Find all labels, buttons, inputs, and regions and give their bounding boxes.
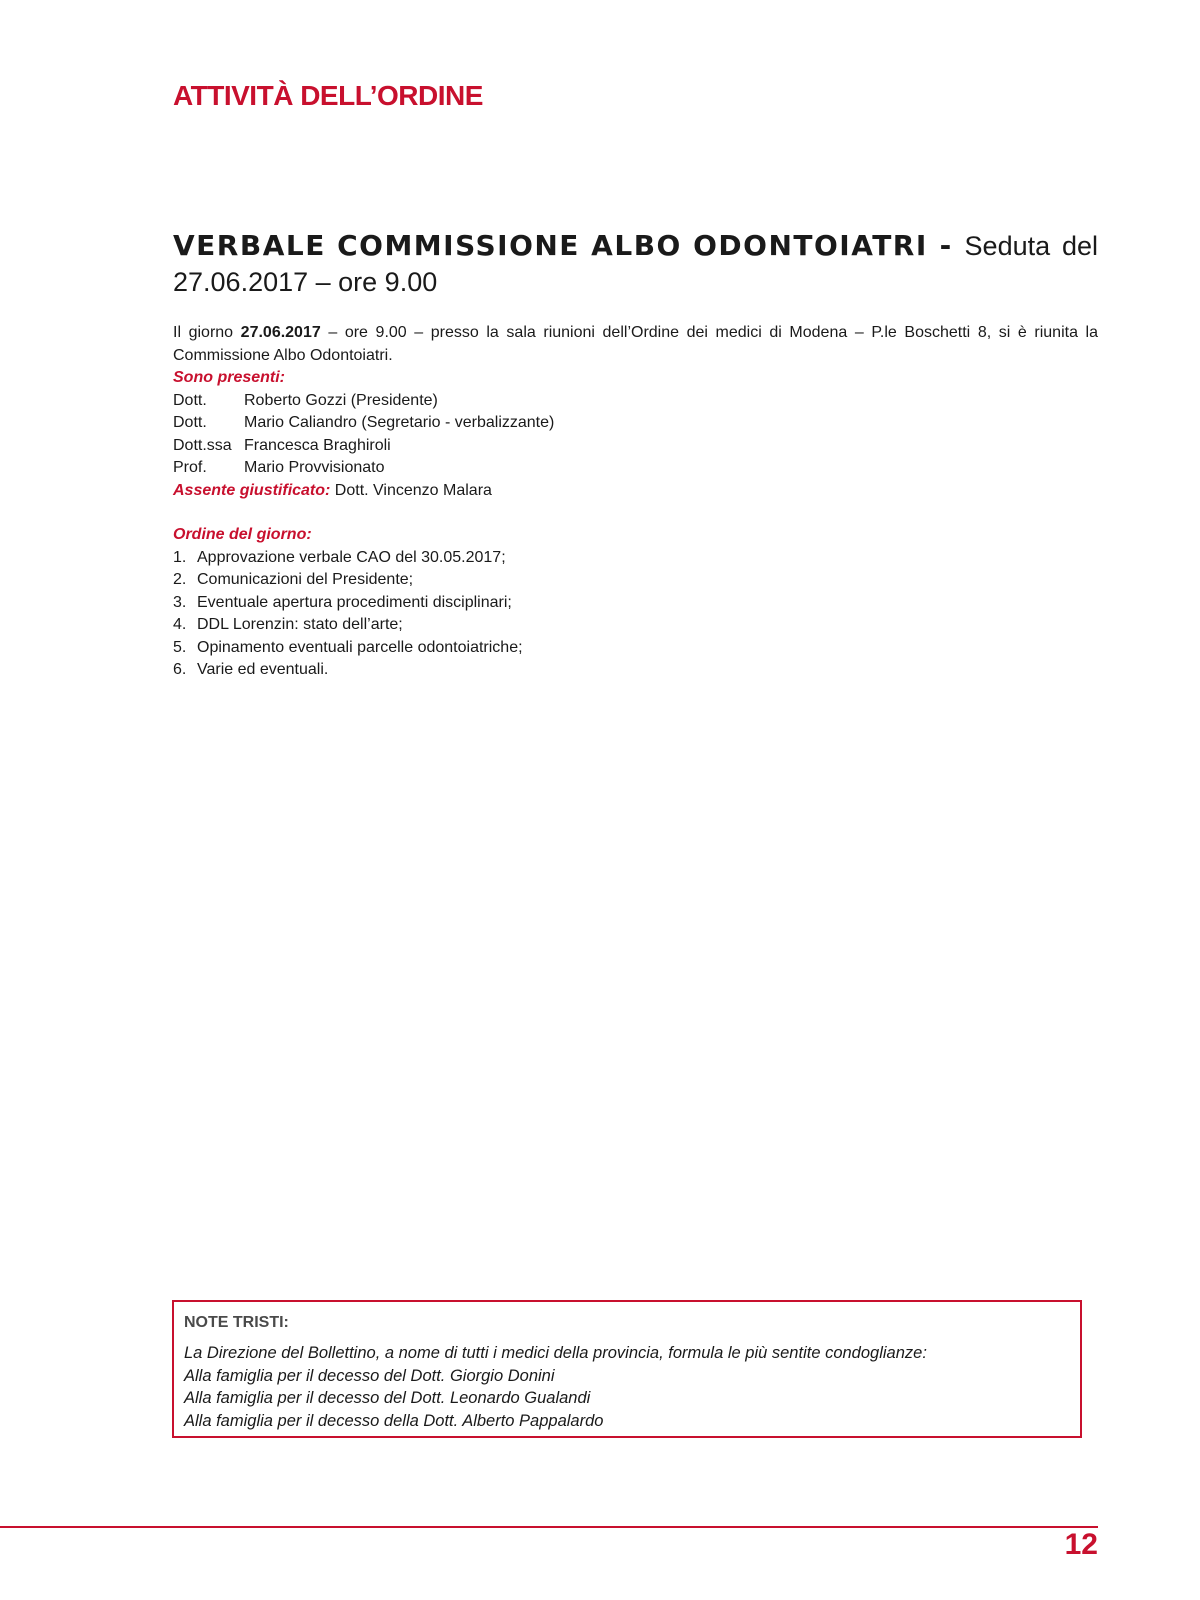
present-member bbox=[173, 435, 1098, 458]
agenda-item-number: 4. bbox=[173, 616, 187, 633]
present-list bbox=[173, 390, 1098, 480]
heading-line-1 bbox=[173, 228, 1098, 264]
intro-paragraph bbox=[173, 322, 1098, 367]
document-heading bbox=[173, 228, 1098, 300]
present-member bbox=[173, 457, 1098, 480]
agenda-item bbox=[173, 569, 1098, 592]
present-member bbox=[173, 390, 1098, 413]
minutes-body bbox=[173, 322, 1098, 682]
absent-text: Dott. Vincenzo Malara bbox=[330, 481, 492, 499]
agenda-item-number: 6. bbox=[173, 661, 187, 678]
note-line: Alla famiglia per il decesso del Dott. Leonardo Gualandi bbox=[184, 1389, 591, 1407]
agenda-label: Ordine del giorno: bbox=[173, 526, 312, 543]
intro-date: 27.06.2017 bbox=[240, 324, 321, 341]
agenda-item-text: Approvazione verbale CAO del 30.05.2017; bbox=[197, 548, 506, 566]
heading-word-del: del bbox=[1061, 231, 1098, 261]
absent-label: Assente giustificato: bbox=[173, 481, 331, 499]
agenda-item-number: 2. bbox=[173, 571, 187, 588]
intro-text: – ore 9.00 – presso la sala riunioni dell’Ordine dei medici di Modena – P.le Boschetti 8, si è riunita la Commissione Albo Odontoiatri. bbox=[173, 324, 1099, 364]
agenda-item-text: Opinamento eventuali parcelle odontoiatriche; bbox=[197, 638, 523, 656]
agenda-list bbox=[173, 547, 1098, 682]
page-number: 12 bbox=[1064, 1528, 1098, 1561]
member-title: Prof. bbox=[173, 459, 207, 476]
member-name: Roberto Gozzi (Presidente) bbox=[244, 391, 438, 409]
footer-divider bbox=[0, 1526, 1098, 1528]
heading-word-seduta: Seduta bbox=[964, 231, 1051, 261]
member-name: Mario Caliandro (Segretario - verbalizzante) bbox=[244, 414, 555, 431]
heading-bold-title: VERBALE COMMISSIONE ALBO ODONTOIATRI bbox=[173, 229, 928, 262]
agenda bbox=[173, 524, 1098, 682]
agenda-item bbox=[173, 547, 1098, 570]
agenda-item bbox=[173, 637, 1098, 660]
member-title: Dott.ssa bbox=[173, 436, 232, 454]
agenda-item-number: 1. bbox=[173, 548, 187, 566]
absent-line bbox=[173, 480, 1098, 503]
note-line: Alla famiglia per il decesso della Dott. Alberto Pappalardo bbox=[184, 1411, 604, 1430]
agenda-item bbox=[173, 659, 1098, 682]
agenda-item-number: 3. bbox=[173, 593, 187, 611]
present-member bbox=[173, 412, 1098, 435]
member-title: Dott. bbox=[173, 391, 207, 409]
heading-line-2: 27.06.2017 – ore 9.00 bbox=[173, 267, 438, 297]
note-title: NOTE TRISTI: bbox=[184, 1314, 289, 1331]
agenda-item-text: Comunicazioni del Presidente; bbox=[197, 571, 414, 588]
note-lines bbox=[184, 1342, 1070, 1432]
agenda-item bbox=[173, 614, 1098, 637]
intro-prefix: Il giorno bbox=[173, 324, 241, 341]
agenda-item bbox=[173, 592, 1098, 615]
heading-dash: - bbox=[939, 229, 953, 262]
agenda-item-text: Eventuale apertura procedimenti disciplinari; bbox=[197, 593, 512, 611]
agenda-item-number: 5. bbox=[173, 638, 187, 656]
agenda-item-text: Varie ed eventuali. bbox=[197, 661, 329, 678]
note-line: La Direzione del Bollettino, a nome di tutti i medici della provincia, formula le più sentite condoglianze: bbox=[184, 1344, 927, 1362]
note-line: Alla famiglia per il decesso del Dott. Giorgio Donini bbox=[184, 1366, 555, 1385]
member-title: Dott. bbox=[173, 414, 207, 431]
section-title: ATTIVITÀ DELL’ORDINE bbox=[173, 80, 483, 111]
present-label: Sono presenti: bbox=[173, 369, 286, 386]
member-name: Mario Provvisionato bbox=[244, 459, 385, 476]
condolences-note-box bbox=[172, 1300, 1082, 1438]
member-name: Francesca Braghiroli bbox=[244, 436, 391, 454]
agenda-item-text: DDL Lorenzin: stato dell’arte; bbox=[197, 616, 403, 633]
